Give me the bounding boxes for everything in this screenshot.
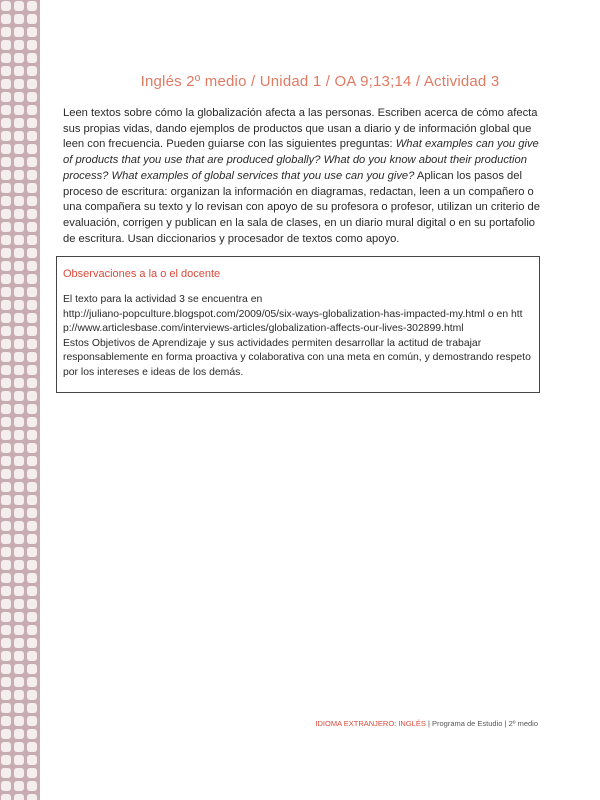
strip-square [27,742,37,752]
strip-square [1,1,11,11]
strip-square [27,274,37,284]
strip-square [14,547,24,557]
strip-square [1,768,11,778]
strip-square [14,131,24,141]
strip-square [1,534,11,544]
strip-square [27,79,37,89]
strip-square [27,599,37,609]
strip-square [1,599,11,609]
guiding-question-3: What examples of global services that you use can you give? [111,169,415,182]
strip-square [27,92,37,102]
strip-square [14,66,24,76]
strip-square [1,391,11,401]
strip-square [14,690,24,700]
strip-square [1,196,11,206]
strip-square [14,482,24,492]
strip-square [27,248,37,258]
strip-square [14,456,24,466]
strip-square [1,79,11,89]
strip-square [1,586,11,596]
strip-square [14,261,24,271]
strip-square [27,534,37,544]
strip-square [14,378,24,388]
strip-square [14,508,24,518]
strip-square [27,170,37,180]
observations-intro: El texto para la actividad 3 se encuentra en [63,294,263,305]
strip-square [14,443,24,453]
strip-square [1,365,11,375]
strip-square [27,66,37,76]
strip-square [1,144,11,154]
strip-square [27,768,37,778]
strip-square [1,781,11,791]
strip-square [27,261,37,271]
observations-title: Observaciones a la o el docente [63,268,221,280]
strip-square [1,183,11,193]
guiding-question-1: What examples can you give of products that you use that are produced globally? [63,138,539,167]
strip-square [27,365,37,375]
strip-square [27,664,37,674]
strip-square [14,677,24,687]
strip-square [1,287,11,297]
strip-square [14,638,24,648]
strip-square [14,404,24,414]
strip-square [1,105,11,115]
strip-square [14,417,24,427]
strip-square [14,235,24,245]
strip-square [1,300,11,310]
activity-text-steps: Aplican los pasos del proceso de escritura: organizan la información en diagramas, redactan, leen a un compañero o una compañera su texto y lo revisan con apoyo de su profesora o profesor, utilizan un criterio de evaluación, corrigen y publican en la sala de clases, en un diario mural digital o en su portafolio de escritura. Usan diccionarios y procesador de textos como apoyo. [63,169,540,245]
strip-square [14,53,24,63]
strip-square [14,313,24,323]
strip-square [1,495,11,505]
strip-square [27,1,37,11]
strip-square [1,326,11,336]
strip-square [1,66,11,76]
strip-square [27,690,37,700]
strip-square [1,339,11,349]
strip-square [1,612,11,622]
strip-square [27,196,37,206]
strip-square [1,794,11,800]
footer-separator-2: | [502,719,509,728]
strip-square [14,365,24,375]
strip-square [1,482,11,492]
strip-square [14,625,24,635]
strip-square [14,586,24,596]
strip-square [27,755,37,765]
strip-square [1,261,11,271]
strip-square [14,703,24,713]
strip-square [14,300,24,310]
strip-square [1,14,11,24]
strip-square [14,521,24,531]
strip-square [1,729,11,739]
strip-square [27,469,37,479]
strip-square [14,781,24,791]
strip-square [27,144,37,154]
strip-square [14,274,24,284]
strip-square [1,560,11,570]
footer-subject: IDIOMA EXTRANJERO: INGLÉS [315,719,426,728]
strip-square [27,560,37,570]
teacher-observations-box [56,256,540,393]
strip-square [27,118,37,128]
strip-square [27,105,37,115]
strip-square [1,417,11,427]
strip-square [14,92,24,102]
strip-square [14,729,24,739]
strip-square [27,404,37,414]
strip-square [14,391,24,401]
strip-square [1,456,11,466]
strip-square [1,521,11,531]
strip-square [1,547,11,557]
strip-square [27,235,37,245]
strip-square [14,495,24,505]
strip-square [14,287,24,297]
strip-square [1,755,11,765]
strip-square [14,339,24,349]
strip-square [27,794,37,800]
strip-square [27,287,37,297]
strip-square [14,157,24,167]
strip-square [27,40,37,50]
strip-square [14,716,24,726]
strip-square [14,469,24,479]
strip-square [14,222,24,232]
strip-square [14,27,24,37]
strip-square [14,664,24,674]
strip-square [14,599,24,609]
strip-square [27,781,37,791]
page-footer [315,719,538,728]
strip-square [27,703,37,713]
strip-square [14,14,24,24]
strip-square [1,651,11,661]
strip-pattern [0,0,40,800]
strip-square [27,677,37,687]
footer-program: Programa de Estudio [431,719,503,728]
strip-square [1,248,11,258]
strip-square [1,274,11,284]
strip-square [1,625,11,635]
observations-note: Estos Objetivos de Aprendizaje y sus actividades permiten desarrollar la actitud de trabajar responsablemente en forma proactiva y colaborativa con una meta en común, y demostrando respeto por los intereses e ideas de los demás. [63,337,531,378]
strip-square [1,352,11,362]
observations-body [63,293,533,380]
strip-square [14,794,24,800]
strip-square [14,183,24,193]
strip-square [27,326,37,336]
strip-square [27,625,37,635]
strip-square [14,430,24,440]
strip-square [27,352,37,362]
strip-square [14,560,24,570]
strip-square [1,222,11,232]
strip-square [1,677,11,687]
strip-square [27,729,37,739]
strip-square [1,157,11,167]
strip-square [1,92,11,102]
decorative-side-strip [0,0,40,800]
strip-square [1,53,11,63]
strip-square [14,79,24,89]
strip-square [1,40,11,50]
strip-square [1,664,11,674]
strip-square [14,144,24,154]
strip-square [27,443,37,453]
strip-square [14,118,24,128]
strip-square [1,638,11,648]
strip-square [27,300,37,310]
strip-square [27,547,37,557]
strip-square [14,209,24,219]
strip-square [1,170,11,180]
strip-square [27,157,37,167]
strip-square [1,209,11,219]
strip-square [27,651,37,661]
strip-square [1,742,11,752]
page-title: Inglés 2º medio / Unidad 1 / OA 9;13;14 / Actividad 3 [140,73,500,90]
observations-link[interactable]: http://juliano-popculture.blogspot.com/2009/05/six-ways-globalization-has-impacted-my.html o en http://www.articlesbase.com/interviews-articles/globalization-affects-our-lives-302899.html [63,308,523,334]
strip-square [1,27,11,37]
guiding-question-2: What do you know about their production process? [63,154,527,182]
strip-square [27,482,37,492]
strip-square [27,586,37,596]
strip-square [1,690,11,700]
strip-square [27,430,37,440]
strip-square [1,430,11,440]
strip-square [27,131,37,141]
strip-square [27,53,37,63]
strip-square [14,1,24,11]
strip-square [14,326,24,336]
strip-square [14,651,24,661]
strip-square [1,378,11,388]
strip-square [1,469,11,479]
strip-square [27,14,37,24]
strip-square [1,443,11,453]
strip-square [27,456,37,466]
strip-square [1,235,11,245]
strip-square [27,573,37,583]
strip-square [14,352,24,362]
strip-square [27,391,37,401]
strip-square [27,378,37,388]
footer-separator-1: | [425,719,432,728]
strip-square [1,508,11,518]
strip-square [27,495,37,505]
strip-square [27,183,37,193]
strip-square [14,170,24,180]
strip-square [14,742,24,752]
strip-square [27,222,37,232]
strip-square [1,131,11,141]
strip-square [1,404,11,414]
strip-square [27,313,37,323]
activity-text-intro: Leen textos sobre cómo la globalización afecta a las personas. Escriben acerca de cómo afecta sus propias vidas, dando ejemplos de productos que usan a diario y de información global que leen con frecuencia. Pueden guiarse con las siguientes preguntas: [63,107,538,151]
strip-square [14,248,24,258]
activity-description [63,106,541,247]
strip-square [14,755,24,765]
strip-square [27,521,37,531]
strip-square [14,768,24,778]
strip-square [27,339,37,349]
strip-square [27,417,37,427]
strip-square [14,612,24,622]
strip-square [27,638,37,648]
strip-square [27,508,37,518]
footer-level: 2º medio [508,719,538,728]
strip-square [1,703,11,713]
strip-square [1,118,11,128]
strip-square [1,573,11,583]
strip-square [27,209,37,219]
strip-square [27,612,37,622]
strip-square [27,27,37,37]
strip-square [14,105,24,115]
strip-square [14,196,24,206]
strip-square [14,534,24,544]
strip-square [1,716,11,726]
strip-square [27,716,37,726]
strip-square [14,573,24,583]
strip-square [1,313,11,323]
strip-square [14,40,24,50]
